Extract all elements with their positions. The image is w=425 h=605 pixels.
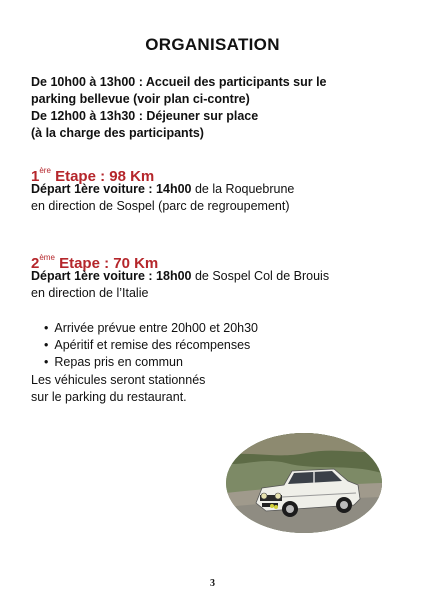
stage2-title: Etape : 70 Km xyxy=(54,255,159,272)
page-title: ORGANISATION xyxy=(145,35,280,54)
page-number: 3 xyxy=(210,578,215,589)
stage2-depart-label: Départ 1ère voiture : 18h00 xyxy=(31,269,192,283)
stage2-ordinal: 2 xyxy=(31,255,40,272)
stage1-ordinal: 1 xyxy=(31,168,40,185)
closing-line: Les véhicules seront stationnés xyxy=(31,373,206,387)
schedule-line: (à la charge des participants) xyxy=(31,126,204,140)
closing-text xyxy=(31,372,205,406)
stage1-body xyxy=(31,181,416,215)
stage1-depart-label: Départ 1ère voiture : 14h00 xyxy=(31,182,192,196)
stage2-direction: en direction de l’Italie xyxy=(31,286,149,300)
stage2-depart xyxy=(31,268,416,285)
list-item: • Repas pris en commun xyxy=(44,354,258,371)
bullet-list xyxy=(44,320,258,371)
car-photo xyxy=(226,433,382,533)
stage1-direction: en direction de Sospel (parc de regroupement) xyxy=(31,199,290,213)
stage2-body xyxy=(31,268,416,302)
stage2-ordinal-suffix: ème xyxy=(39,253,55,262)
list-item: • Arrivée prévue entre 20h00 et 20h30 xyxy=(44,320,258,337)
stage2-depart-place: de Sospel Col de Brouis xyxy=(191,269,330,283)
closing-line: sur le parking du restaurant. xyxy=(31,390,187,404)
schedule-line: De 10h00 à 13h00 : Accueil des participants sur le xyxy=(31,75,327,89)
schedule-line: parking bellevue (voir plan ci-contre) xyxy=(31,92,250,106)
car-photo-image xyxy=(226,433,382,533)
list-item: • Apéritif et remise des récompenses xyxy=(44,337,258,354)
schedule-line: De 12h00 à 13h30 : Déjeuner sur place xyxy=(31,109,259,123)
stage1-title: Etape : 98 Km xyxy=(50,168,155,185)
stage1-depart xyxy=(31,181,416,198)
stage1-ordinal-suffix: ère xyxy=(39,166,51,175)
schedule-block xyxy=(31,74,411,142)
stage1-depart-place: de la Roquebrune xyxy=(191,182,295,196)
